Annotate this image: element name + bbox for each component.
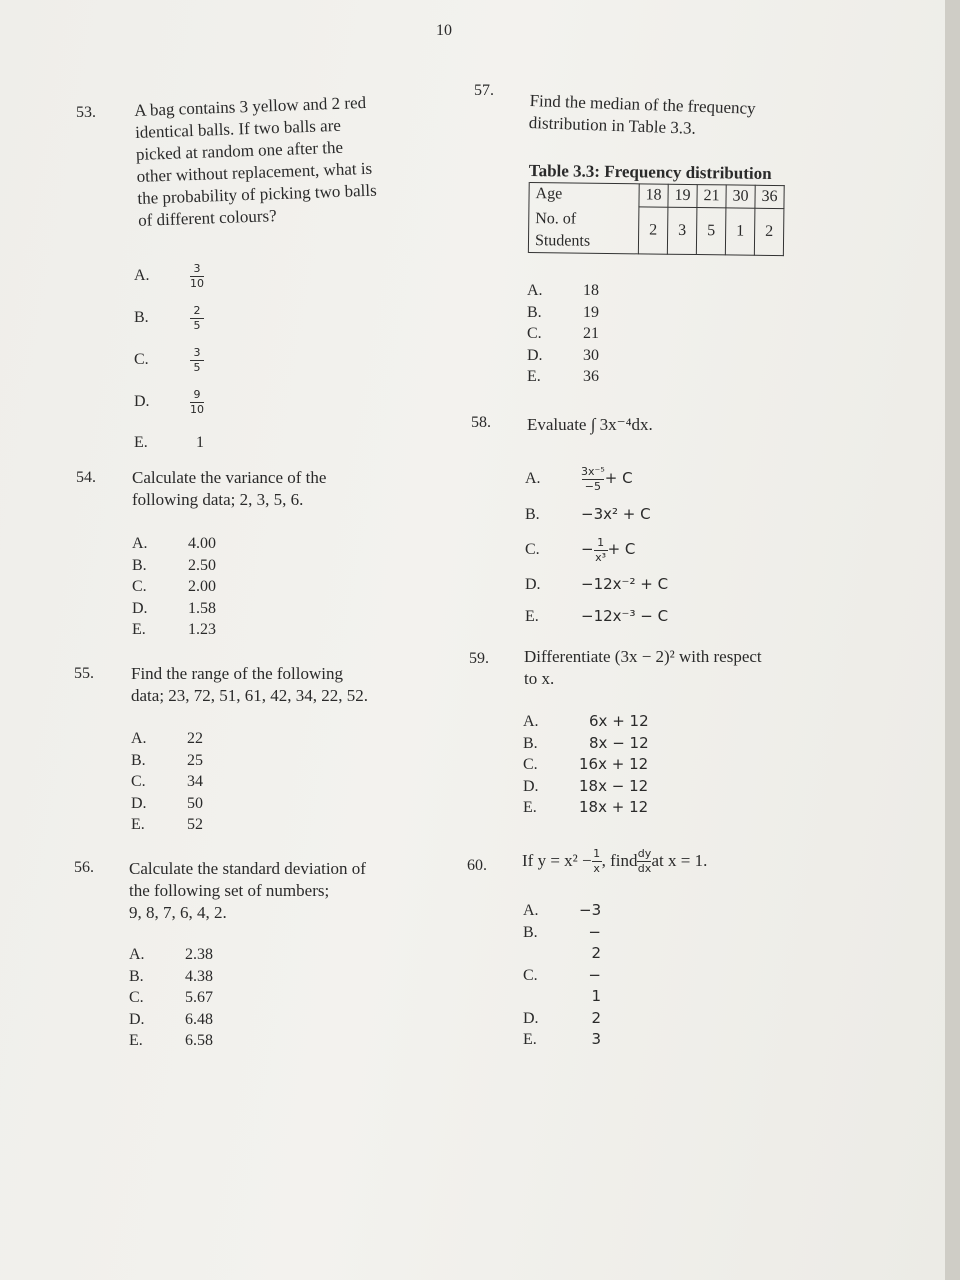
table-cell: 18 — [639, 184, 668, 207]
option-value: 1.58 — [188, 599, 216, 617]
denominator: x — [593, 861, 600, 875]
option-label: D. — [523, 1009, 539, 1027]
fraction — [190, 389, 204, 416]
table-cell: 36 — [755, 185, 784, 208]
option-a[interactable] — [132, 533, 216, 555]
option-b[interactable] — [129, 966, 213, 988]
option-b[interactable] — [523, 733, 649, 755]
option-label: E. — [134, 434, 148, 452]
question-text — [522, 846, 707, 876]
option-value: 18x + 12 — [579, 798, 649, 816]
denominator: 10 — [190, 276, 204, 290]
option-value: 1 — [196, 434, 204, 452]
option-label: B. — [523, 923, 538, 941]
denominator: x³ — [595, 550, 607, 564]
option-label: E. — [525, 608, 539, 626]
question-number: 59. — [469, 650, 489, 667]
question-number: 54. — [76, 469, 96, 486]
option-d[interactable] — [527, 345, 599, 367]
option-value: 18x − 12 — [579, 776, 649, 795]
option-b[interactable] — [132, 555, 216, 577]
table-cell: 2 — [754, 208, 784, 255]
option-label: B. — [527, 303, 542, 321]
option-d[interactable] — [132, 598, 216, 620]
option-label: E. — [132, 621, 146, 638]
option-label: A. — [132, 535, 148, 552]
option-label: A. — [525, 470, 541, 488]
numerator: 1 — [597, 535, 605, 549]
denominator: 10 — [190, 402, 204, 416]
header-line: Students — [534, 231, 591, 250]
option-e[interactable] — [527, 366, 599, 388]
option-e[interactable] — [132, 619, 216, 641]
option-label: D. — [527, 346, 543, 364]
option-label: A. — [527, 282, 543, 299]
option-b[interactable] — [134, 297, 204, 339]
option-label: C. — [131, 773, 146, 790]
option-label: D. — [131, 794, 147, 812]
text-line: picked at random one after the — [135, 137, 344, 164]
option-label: A. — [131, 730, 147, 747]
option-label: B. — [129, 967, 144, 985]
option-b[interactable] — [523, 922, 601, 965]
option-value: 34 — [187, 773, 203, 790]
option-label: D. — [129, 1010, 145, 1028]
fraction — [190, 263, 204, 290]
option-b[interactable] — [527, 302, 599, 324]
option-value: 4.38 — [185, 967, 213, 985]
option-value: −12x⁻² + C — [581, 575, 669, 594]
option-label: D. — [132, 599, 148, 617]
option-d[interactable] — [131, 793, 203, 815]
option-value: 19 — [583, 303, 599, 321]
option-label: A. — [523, 902, 539, 919]
numerator: 9 — [193, 387, 201, 401]
table-cell: 21 — [697, 185, 726, 208]
option-label: C. — [129, 989, 144, 1006]
option-label: B. — [131, 751, 146, 769]
option-value: −12x⁻³ − C — [581, 607, 669, 626]
option-c[interactable] — [525, 532, 785, 568]
question-text — [528, 90, 756, 142]
text-line: Differentiate (3x − 2)² with respect — [524, 647, 762, 666]
text-line: of different colours? — [137, 206, 277, 230]
option-label: E. — [131, 816, 145, 833]
option-value: 3 — [591, 1030, 601, 1048]
option-suffix: + C — [604, 469, 633, 488]
option-c[interactable] — [131, 771, 203, 793]
option-value: 16x + 12 — [579, 755, 649, 773]
frequency-table-block — [528, 160, 785, 256]
text-line: Find the range of the following — [131, 664, 343, 683]
option-d[interactable] — [523, 1008, 601, 1030]
question-number: 58. — [471, 414, 491, 431]
question-text: Evaluate ∫ 3x⁻⁴dx. — [527, 415, 653, 434]
text-line: Find the median of the frequency — [529, 90, 756, 118]
text-line: data; 23, 72, 51, 61, 42, 34, 22, 52. — [131, 686, 369, 705]
option-label: C. — [523, 966, 538, 984]
frequency-table — [528, 182, 785, 256]
option-value: 22 — [187, 730, 203, 747]
option-a[interactable] — [527, 280, 599, 302]
option-c[interactable] — [132, 576, 216, 598]
options-list — [523, 711, 649, 819]
options-list — [132, 533, 216, 641]
option-value: 6.48 — [185, 1010, 213, 1028]
text-line: the probability of picking two balls — [137, 180, 378, 208]
option-label: C. — [134, 351, 149, 369]
option-label: A. — [129, 946, 145, 963]
option-a[interactable] — [131, 728, 203, 750]
denominator: 5 — [193, 360, 201, 374]
option-label: B. — [525, 506, 540, 524]
question-text — [131, 663, 368, 707]
option-value: 2.00 — [188, 578, 216, 595]
option-value: 1.23 — [188, 621, 216, 638]
options-list — [134, 255, 204, 463]
option-value: 25 — [187, 751, 203, 769]
option-e[interactable] — [523, 1029, 601, 1051]
option-b[interactable] — [525, 498, 785, 532]
option-a[interactable] — [523, 900, 601, 922]
fraction — [592, 848, 602, 875]
option-a[interactable] — [129, 944, 213, 966]
option-value: 2.50 — [188, 556, 216, 574]
table-row — [528, 206, 784, 256]
table-title: Table 3.3: Frequency distribution — [528, 160, 772, 183]
option-value: 5.67 — [185, 989, 213, 1006]
option-value: 4.00 — [188, 535, 216, 552]
table-cell: 3 — [667, 207, 697, 254]
options-list — [131, 728, 203, 836]
fraction — [637, 848, 651, 875]
option-label: E. — [129, 1032, 143, 1049]
table-cell: 1 — [725, 208, 755, 255]
question-number: 57. — [474, 82, 494, 99]
option-label: E. — [527, 368, 541, 385]
option-d[interactable] — [129, 1009, 213, 1031]
text-line: Calculate the standard deviation of — [129, 859, 366, 878]
text-line: the following set of numbers; — [129, 881, 330, 900]
options-list — [129, 944, 213, 1052]
option-label: C. — [132, 578, 147, 595]
option-e[interactable] — [523, 797, 649, 819]
question-text — [129, 858, 366, 924]
option-c[interactable] — [134, 339, 204, 381]
text-part: , find — [601, 851, 638, 870]
fraction — [190, 347, 204, 374]
text-line: following data; 2, 3, 5, 6. — [132, 490, 304, 509]
question-text — [134, 90, 428, 232]
option-label: C. — [523, 756, 538, 773]
option-e[interactable] — [525, 602, 785, 632]
header-line: No. of — [535, 209, 577, 228]
option-label: B. — [523, 734, 538, 752]
option-d[interactable] — [523, 776, 649, 798]
text-part: at x = 1. — [651, 851, 708, 870]
table-header-cell: Age — [529, 183, 639, 207]
table-cell: 2 — [638, 207, 668, 254]
option-value: 36 — [583, 368, 599, 385]
numerator: 2 — [193, 303, 201, 317]
option-value: − 2 — [588, 922, 601, 962]
numerator: dy — [637, 846, 652, 860]
option-label: D. — [134, 393, 150, 411]
option-c[interactable] — [523, 965, 601, 1008]
options-list — [523, 900, 601, 1051]
question-text — [524, 646, 762, 690]
denominator: 5 — [193, 318, 201, 332]
text-line: Calculate the variance of the — [132, 468, 327, 487]
denominator: dx — [637, 861, 652, 875]
question-number: 56. — [74, 859, 94, 876]
text-line: to x. — [524, 669, 555, 688]
option-value: 30 — [583, 346, 599, 364]
text-line: 9, 8, 7, 6, 4, 2. — [129, 903, 227, 922]
option-label: A. — [523, 713, 539, 730]
option-label: D. — [523, 777, 539, 795]
numerator: 1 — [593, 846, 601, 860]
numerator: 3 — [193, 261, 201, 275]
option-label: D. — [525, 576, 541, 594]
text-line: identical balls. If two balls are — [134, 115, 342, 142]
denominator: −5 — [584, 479, 601, 493]
option-label: C. — [527, 325, 542, 342]
option-value: 21 — [583, 325, 599, 342]
option-a[interactable] — [523, 711, 649, 733]
option-value: 50 — [187, 794, 203, 812]
text-part: If y = x² − — [522, 851, 592, 870]
option-value: 6.58 — [185, 1032, 213, 1049]
table-header-cell — [528, 206, 639, 254]
option-e[interactable] — [134, 423, 204, 463]
option-c[interactable] — [129, 987, 213, 1009]
option-b[interactable] — [131, 750, 203, 772]
option-label: E. — [523, 799, 537, 816]
text-line: distribution in Table 3.3. — [528, 112, 697, 138]
table-cell: 30 — [726, 185, 755, 208]
option-c[interactable] — [527, 323, 599, 345]
option-e[interactable] — [131, 814, 203, 836]
option-value: 6x + 12 — [589, 712, 649, 730]
question-text — [132, 467, 326, 511]
option-suffix: + C — [607, 540, 636, 559]
option-value: 8x − 12 — [589, 733, 649, 752]
fraction — [581, 466, 605, 493]
option-value: 2 — [591, 1008, 601, 1027]
option-value: − 1 — [588, 965, 601, 1005]
fraction — [594, 537, 608, 564]
question-number: 55. — [74, 665, 94, 682]
option-a[interactable] — [134, 255, 204, 297]
option-value: 2.38 — [185, 946, 213, 963]
page-number: 10 — [436, 22, 452, 39]
option-d[interactable] — [525, 568, 785, 602]
text-line: other without replacement, what is — [136, 158, 373, 186]
option-c[interactable] — [523, 754, 649, 776]
option-prefix: − — [581, 540, 594, 559]
option-label: B. — [134, 309, 149, 327]
numerator: 3 — [193, 345, 201, 359]
options-list — [525, 460, 785, 632]
option-label: E. — [523, 1031, 537, 1048]
options-list — [527, 280, 599, 388]
fraction — [190, 305, 204, 332]
option-label: A. — [134, 267, 150, 285]
question-number: 53. — [76, 104, 96, 121]
option-d[interactable] — [134, 381, 204, 423]
page-edge — [945, 0, 960, 1280]
table-cell: 5 — [696, 208, 726, 255]
table-row — [529, 183, 784, 209]
option-value: −3x² + C — [581, 505, 651, 524]
option-value: 18 — [583, 282, 599, 299]
option-e[interactable] — [129, 1030, 213, 1052]
option-a[interactable] — [525, 460, 785, 498]
option-value: −3 — [579, 901, 602, 919]
option-label: C. — [525, 541, 540, 559]
question-number: 60. — [467, 857, 487, 874]
table-cell: 19 — [668, 184, 697, 207]
numerator: 3x⁻⁵ — [581, 464, 605, 478]
option-value: 52 — [187, 816, 203, 833]
option-label: B. — [132, 556, 147, 574]
text-line: A bag contains 3 yellow and 2 red — [134, 92, 367, 120]
